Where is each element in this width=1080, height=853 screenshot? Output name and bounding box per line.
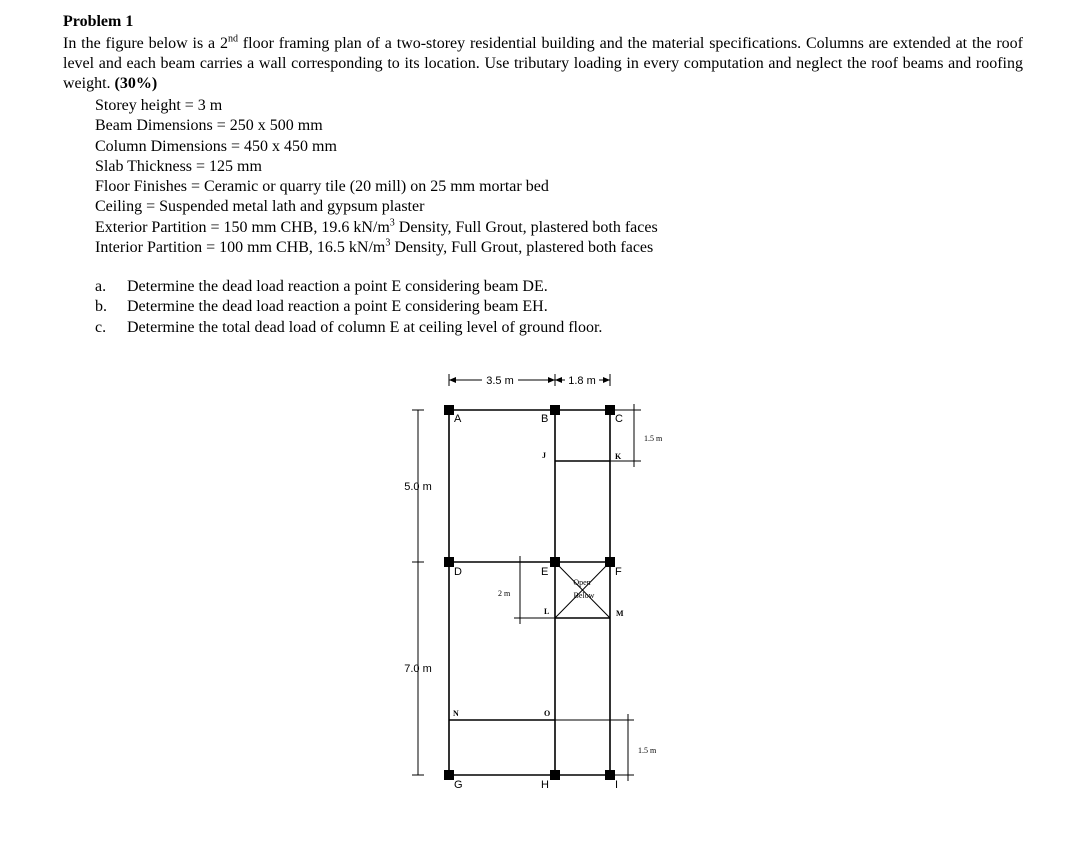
column-b	[550, 405, 560, 415]
column-h	[550, 770, 560, 780]
question-marker: a.	[95, 278, 107, 295]
point-label-o: O	[544, 709, 551, 718]
column-c	[605, 405, 615, 415]
dim-label-top-right: 1.8 m	[568, 375, 596, 387]
point-label-g: G	[454, 779, 463, 791]
dim-label-left-upper: 5.0 m	[404, 481, 432, 493]
point-label-j: J	[542, 451, 546, 460]
spec-slab-thickness: Slab Thickness = 125 mm	[95, 157, 262, 175]
column-d	[444, 557, 454, 567]
spec-ceiling: Ceiling = Suspended metal lath and gypsum plaster	[95, 198, 425, 216]
int-partition-b: Density, Full Grout, plastered both faces	[390, 239, 654, 257]
point-label-b: B	[541, 413, 549, 425]
point-label-m: M	[616, 609, 624, 618]
intro-text-b: floor framing plan of a two-storey residential building and the material specifications. Columns are extended at the roof level and each beam carries a wall corresponding to its location. Use tributary loading in every computation and neglect the roof beams and roofing weight.	[63, 35, 1023, 92]
dim-label-right-upper: 1.5 m	[644, 434, 663, 443]
ext-partition-b: Density, Full Grout, plastered both faces	[394, 218, 658, 236]
arrow	[555, 377, 562, 383]
column-g	[444, 770, 454, 780]
int-partition-sup: 3	[385, 237, 391, 249]
point-label-l: L	[544, 607, 550, 616]
dim-label-inner: 2 m	[498, 589, 511, 598]
spec-floor-finishes: Floor Finishes = Ceramic or quarry tile (20 mill) on 25 mm mortar bed	[95, 178, 549, 196]
point-label-h: H	[541, 779, 549, 791]
column-e	[550, 557, 560, 567]
question-text: Determine the dead load reaction a point E considering beam EH.	[127, 298, 548, 316]
question-text: Determine the total dead load of column E at ceiling level of ground floor.	[127, 318, 603, 336]
point-label-e: E	[541, 566, 549, 578]
arrow	[603, 377, 610, 383]
dim-label-left-lower: 7.0 m	[404, 663, 432, 675]
point-label-f: F	[615, 566, 622, 578]
dim-label-top-left: 3.5 m	[486, 375, 514, 387]
arrow	[548, 377, 555, 383]
question-marker: b.	[95, 298, 107, 316]
spec-beam-dimensions: Beam Dimensions = 250 x 500 mm	[95, 117, 323, 135]
problem-title: Problem 1	[63, 13, 134, 30]
column-i	[605, 770, 615, 780]
column-a	[444, 405, 454, 415]
point-label-k: K	[615, 452, 622, 461]
arrow	[449, 377, 456, 383]
spec-storey-height: Storey height = 3 m	[95, 97, 223, 114]
ext-partition-sup: 3	[389, 217, 395, 229]
point-label-i: I	[615, 779, 619, 791]
question-text: Determine the dead load reaction a point E considering beam DE.	[127, 278, 548, 295]
intro-text-a: In the figure below is a 2	[63, 35, 228, 52]
column-f	[605, 557, 615, 567]
point-label-n: N	[453, 709, 459, 718]
spec-column-dimensions: Column Dimensions = 450 x 450 mm	[95, 137, 337, 155]
intro-superscript: nd	[227, 33, 238, 45]
open-below-label-line2: Below	[573, 591, 595, 600]
question-marker: c.	[95, 318, 107, 336]
open-below-label-line1: Open	[573, 578, 591, 587]
intro-weight: (30%)	[114, 75, 158, 92]
dim-label-right-lower: 1.5 m	[638, 746, 657, 755]
point-label-a: A	[454, 413, 462, 425]
point-label-d: D	[454, 566, 462, 578]
int-partition-a: Interior Partition = 100 mm CHB, 16.5 kN/m	[95, 239, 386, 257]
ext-partition-a: Exterior Partition = 150 mm CHB, 19.6 kN/m	[95, 218, 390, 236]
point-label-c: C	[615, 413, 623, 425]
open-below-cross	[555, 562, 610, 618]
